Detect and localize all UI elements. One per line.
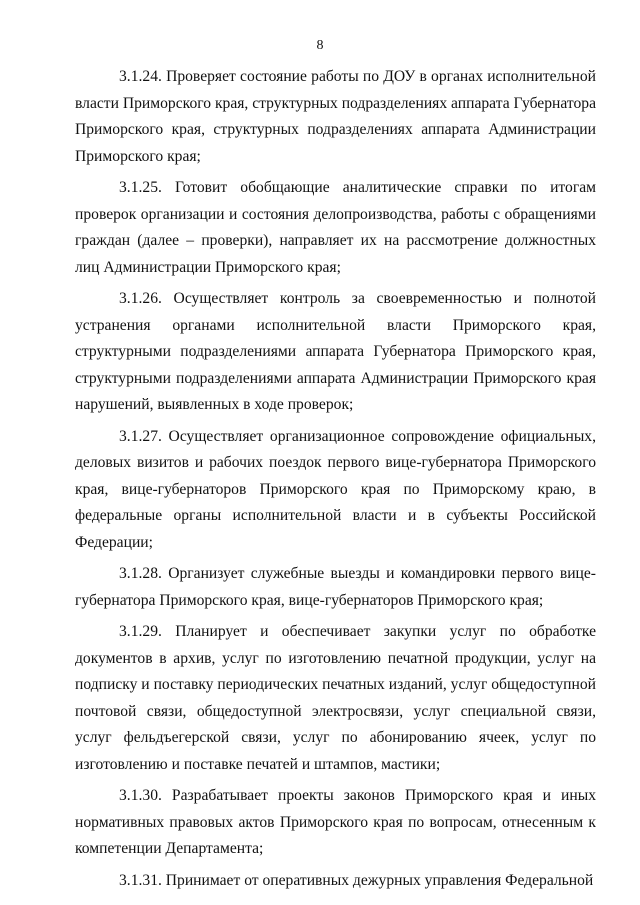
page-number: 8: [316, 38, 324, 53]
paragraph-3-1-31: 3.1.31. Принимает от оперативных дежурных управления Федеральной: [119, 871, 594, 889]
paragraph-3-1-26: 3.1.26. Осуществляет контроль за своевременностью и полнотой устранения органами исполнительной власти Приморского края, структурными подразделениями аппарата Губернатора Приморского края, структурными подразделениями аппарата Администрации Приморского края нарушений, выявленных в ходе проверок;: [75, 290, 596, 413]
paragraph-3-1-24: 3.1.24. Проверяет состояние работы по ДОУ в органах исполнительной власти Приморского края, структурных подразделениях аппарата Губернатора Приморского края, структурных подразделениях аппарата Администрации Приморского края;: [75, 68, 596, 165]
paragraph-3-1-30: 3.1.30. Разрабатывает проекты законов Приморского края и иных нормативных правовых актов Приморского края по вопросам, отнесенным к компетенции Департамента;: [75, 787, 596, 857]
paragraph-3-1-29: 3.1.29. Планирует и обеспечивает закупки услуг по обработке документов в архив, услуг по изготовлению печатной продукции, услуг на подписку и поставку периодических печатных изданий, услуг общедоступной почтовой связи, общедоступной электросвязи, услуг специальной связи, услуг фельдъегерской связи, услуг по абонированию ячеек, услуг по изготовлению и поставке печатей и штампов, мастики;: [75, 623, 596, 773]
paragraph-3-1-28: 3.1.28. Организует служебные выезды и командировки первого вице-губернатора Приморского края, вице-губернаторов Приморского края;: [75, 565, 596, 609]
paragraph-3-1-25: 3.1.25. Готовит обобщающие аналитические справки по итогам проверок организации и состояния делопроизводства, работы с обращениями граждан (далее – проверки), направляет их на рассмотрение должностных лиц Администрации Приморского края;: [75, 179, 596, 276]
document-body: [75, 64, 596, 899]
paragraph-3-1-27: 3.1.27. Осуществляет организационное сопровождение официальных, деловых визитов и рабочих поездок первого вице-губернатора Приморского края, вице-губернаторов Приморского края по Приморскому краю, в федеральные органы исполнительной власти и в субъекты Российской Федерации;: [75, 427, 596, 551]
